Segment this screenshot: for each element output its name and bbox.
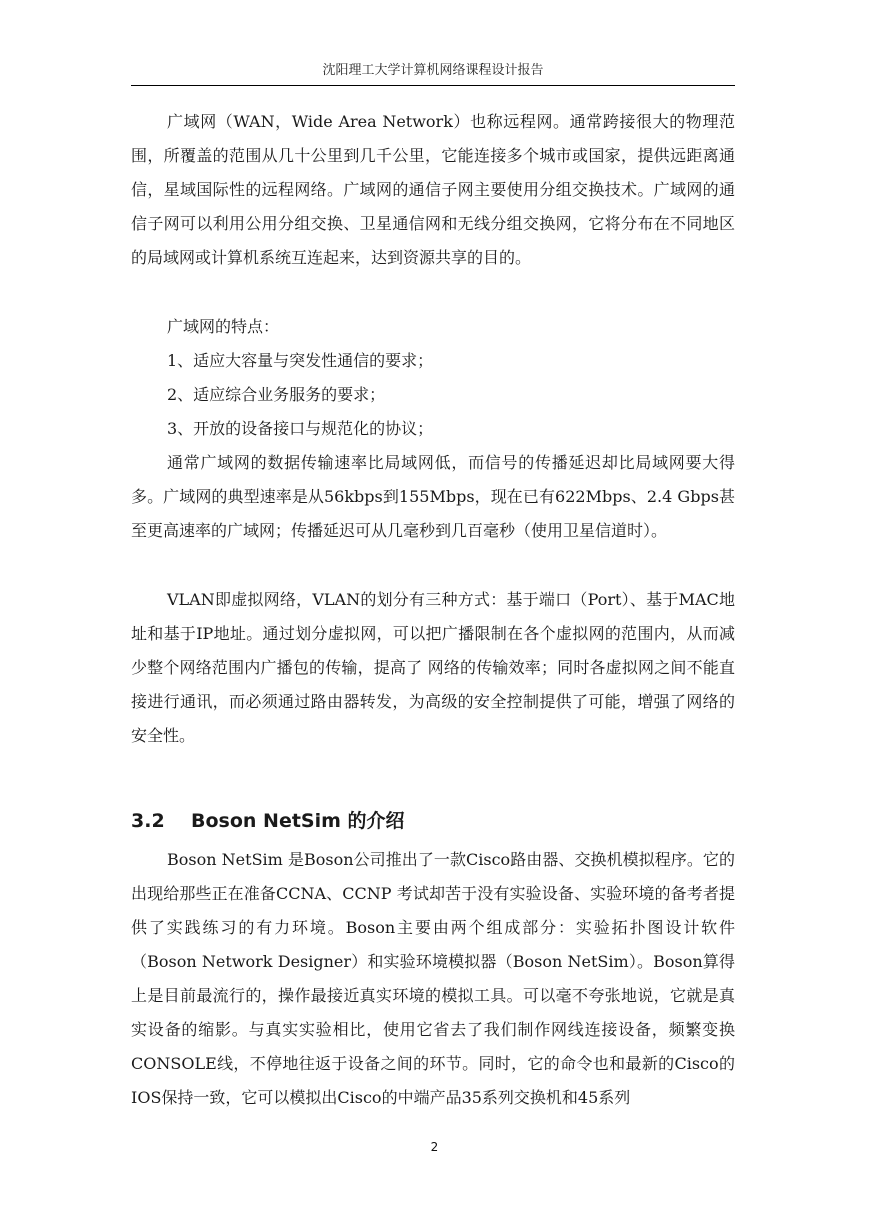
section-number: 3.2: [131, 810, 165, 832]
feature-item-3: 3、开放的设备接口与规范化的协议；: [167, 419, 434, 438]
page-header: 沈阳理工大学计算机网络课程设计报告: [322, 63, 544, 78]
header-rule: [131, 85, 735, 86]
feature-item-2: 2、适应综合业务服务的要求；: [167, 385, 386, 404]
paragraph-vlan: VLAN即虚拟网络，VLAN的划分有三种方式：基于端口（Port）、基于MAC地址和基于IP地址。通过划分虚拟网，可以把广播限制在各个虚拟网的范围内，从而减少整个网络范围内广播包的传输，提高了 网络的传输效率；同时各虚拟网之间不能直接进行通讯，而必须通过路由器转发，为高级的安全控制提供了可能，增强了网络的安全性。: [131, 590, 735, 745]
features-heading: 广域网的特点：: [167, 317, 280, 336]
paragraph-wan-speed: 通常广域网的数据传输速率比局域网低，而信号的传播延迟却比局域网要大得多。广域网的典型速率是从56kbps到155Mbps，现在已有622Mbps、2.4 Gbps甚至更高速率的广域网；传播延迟可从几毫秒到几百毫秒（使用卫星信道时）。: [131, 453, 735, 540]
section-title: Boson NetSim 的介绍: [191, 810, 405, 832]
paragraph-boson: Boson NetSim 是Boson公司推出了一款Cisco路由器、交换机模拟程序。它的出现给那些正在准备CCNA、CCNP 考试却苦于没有实验设备、实验环境的备考者提供了实践练习的有力环境。Boson主要由两个组成部分：实验拓扑图设计软件（Boson Network Designer）和实验环境模拟器（Boson NetSim）。Boson算得上是目前最流行的，操作最接近真实环境的模拟工具。可以毫不夸张地说，它就是真实设备的缩影。与真实实验相比，使用它省去了我们制作网线连接设备，频繁变换CONSOLE线，不停地往返于设备之间的环节。同时，它的命令也和最新的Cisco的IOS保持一致，它可以模拟出Cisco的中端产品35系列交换机和45系列: [131, 850, 735, 1107]
paragraph-wan-intro: 广域网（WAN，Wide Area Network）也称远程网。通常跨接很大的物理范围，所覆盖的范围从几十公里到几千公里，它能连接多个城市或国家，提供远距离通信，星域国际性的远程网络。广域网的通信子网主要使用分组交换技术。广域网的通信子网可以利用公用分组交换、卫星通信网和无线分组交换网，它将分布在不同地区的局域网或计算机系统互连起来，达到资源共享的目的。: [131, 112, 735, 267]
page-number: 2: [430, 1140, 439, 1154]
section-heading: [131, 806, 735, 836]
feature-item-1: 1、适应大容量与突发性通信的要求；: [167, 351, 434, 370]
